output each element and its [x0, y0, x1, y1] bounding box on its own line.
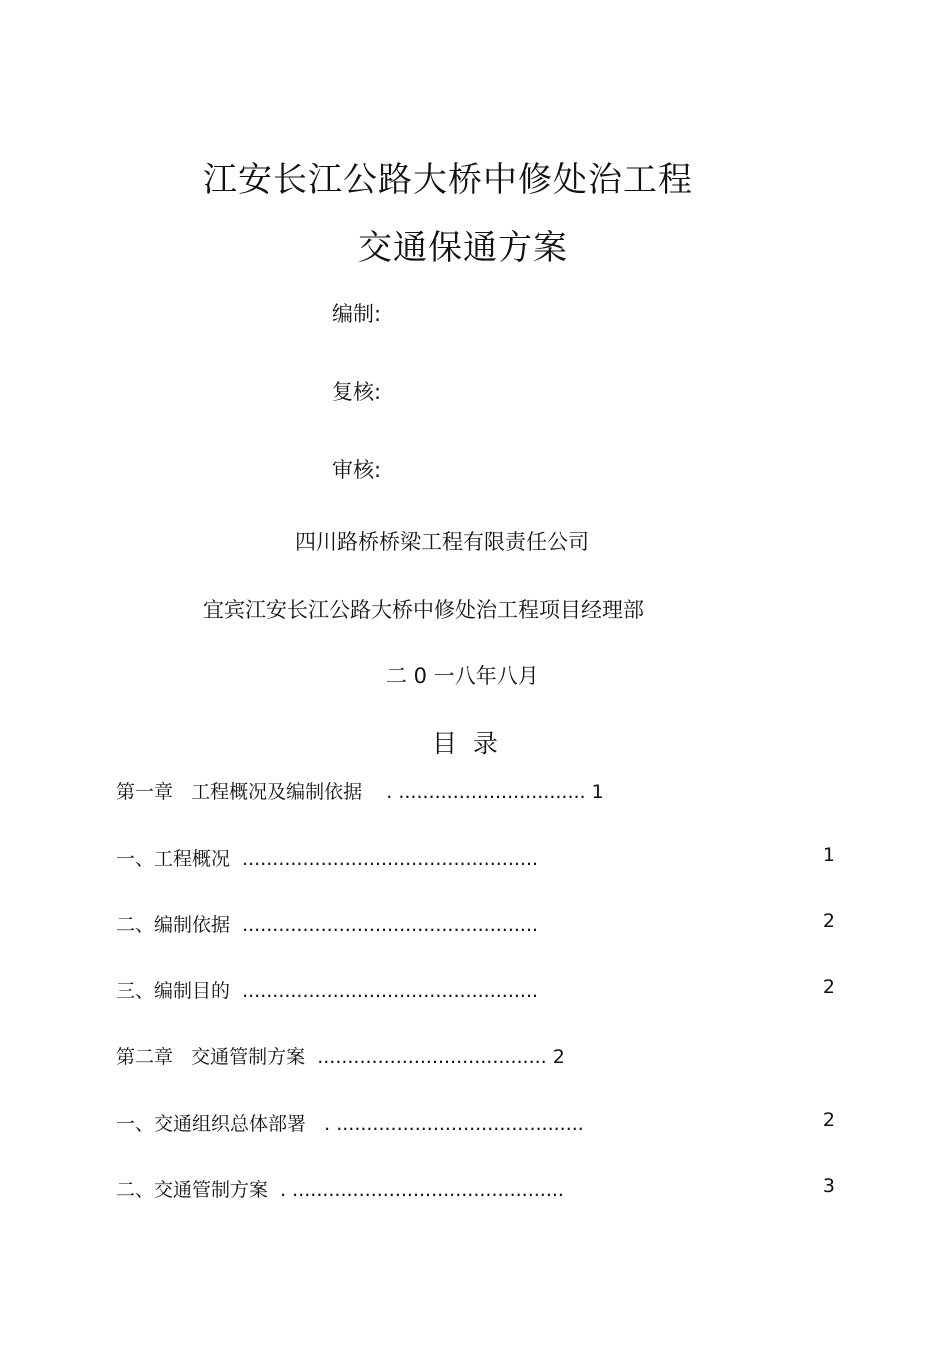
toc-entry[interactable]: 三、编制目的 .................................................: [116, 980, 539, 1002]
toc-entry[interactable]: 二、交通管制方案 . .............................................: [116, 1179, 564, 1201]
title-line-1: 江安长江公路大桥中修处治工程: [203, 160, 693, 200]
sign-field-review: 复核:: [332, 380, 382, 404]
toc-entry[interactable]: 第一章 工程概况及编制依据 . ............................... 1: [116, 781, 604, 803]
toc-page-number: 2: [822, 1109, 835, 1131]
title-line-2: 交通保通方案: [358, 228, 568, 268]
department-name: 宜宾江安长江公路大桥中修处治工程项目经理部: [203, 598, 644, 622]
toc-entry[interactable]: 一、交通组织总体部署 . .........................................: [116, 1113, 584, 1135]
toc-entry[interactable]: 一、工程概况 .................................................: [116, 848, 539, 870]
company-name: 四川路桥桥梁工程有限责任公司: [295, 530, 589, 554]
sign-field-compile: 编制:: [332, 302, 382, 326]
sign-field-audit: 审核:: [332, 458, 382, 482]
toc-page-number: 2: [822, 910, 835, 932]
toc-page-number: 2: [822, 976, 835, 998]
toc-page-number: 3: [822, 1175, 835, 1197]
toc-title: 目 录: [432, 729, 498, 758]
toc-entry[interactable]: 二、编制依据 .................................................: [116, 914, 539, 936]
document-date: 二 0 一八年八月: [386, 664, 539, 688]
toc-page-number: 1: [822, 844, 835, 866]
toc-entry[interactable]: 第二章 交通管制方案 ...................................... 2: [116, 1046, 565, 1068]
